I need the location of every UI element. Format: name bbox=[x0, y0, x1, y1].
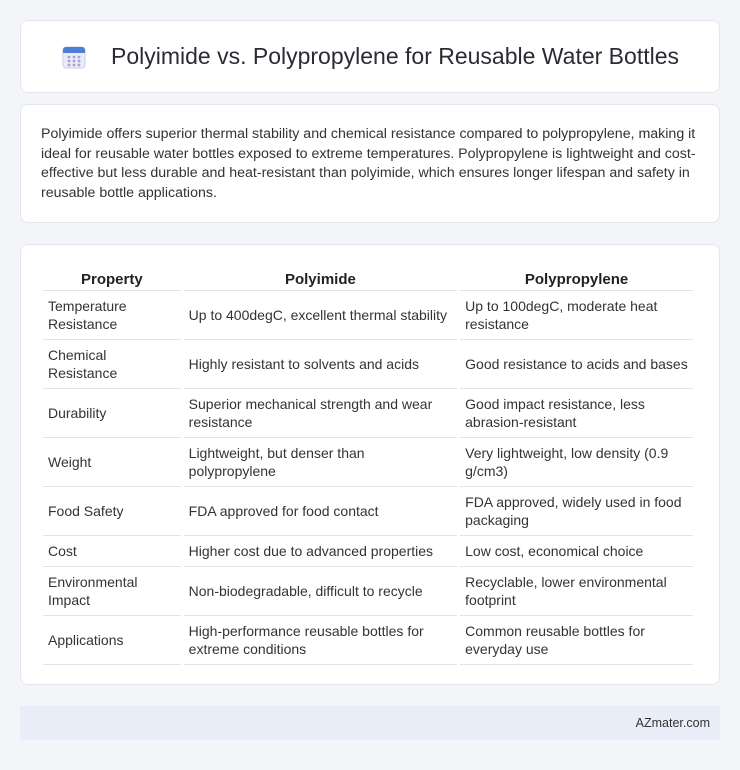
polyimide-cell: FDA approved for food contact bbox=[184, 487, 457, 536]
intro-card bbox=[20, 104, 720, 223]
polypropylene-cell: Very lightweight, low density (0.9 g/cm3) bbox=[460, 438, 693, 487]
property-cell: Chemical Resistance bbox=[43, 340, 181, 389]
header-property: Property bbox=[43, 265, 181, 291]
polypropylene-cell: Good impact resistance, less abrasion-resistant bbox=[460, 389, 693, 438]
polyimide-cell: High-performance reusable bottles for extreme conditions bbox=[184, 616, 457, 665]
property-cell: Cost bbox=[43, 536, 181, 567]
property-cell: Environmental Impact bbox=[43, 567, 181, 616]
table-row bbox=[43, 438, 693, 487]
header-polypropylene: Polypropylene bbox=[460, 265, 693, 291]
polypropylene-cell: Good resistance to acids and bases bbox=[460, 340, 693, 389]
polypropylene-cell: Common reusable bottles for everyday use bbox=[460, 616, 693, 665]
calendar-icon bbox=[61, 44, 87, 70]
property-cell: Durability bbox=[43, 389, 181, 438]
page-title: Polyimide vs. Polypropylene for Reusable Water Bottles bbox=[110, 43, 679, 69]
table-row bbox=[43, 389, 693, 438]
property-cell: Food Safety bbox=[43, 487, 181, 536]
table-row bbox=[43, 487, 693, 536]
intro-text: Polyimide offers superior thermal stability and chemical resistance compared to polypropylene, making it ideal for reusable water bottles exposed to extreme temperatures. Polypropylene is lightweight and cost-effective but less durable and heat-resistant than polyimide, which ensures longer lifespan and safety in reusable bottle applications. bbox=[41, 126, 696, 201]
polyimide-cell: Higher cost due to advanced properties bbox=[184, 536, 457, 567]
polyimide-cell: Up to 400degC, excellent thermal stability bbox=[184, 291, 457, 340]
comparison-table bbox=[40, 265, 696, 665]
polyimide-cell: Superior mechanical strength and wear resistance bbox=[184, 389, 457, 438]
title-card bbox=[20, 20, 720, 93]
property-cell: Applications bbox=[43, 616, 181, 665]
property-cell: Weight bbox=[43, 438, 181, 487]
polypropylene-cell: Up to 100degC, moderate heat resistance bbox=[460, 291, 693, 340]
polypropylene-cell: Recyclable, lower environmental footprint bbox=[460, 567, 693, 616]
property-cell: Temperature Resistance bbox=[43, 291, 181, 340]
table-row bbox=[43, 291, 693, 340]
table-row bbox=[43, 616, 693, 665]
header-polyimide: Polyimide bbox=[184, 265, 457, 291]
table-header-row bbox=[43, 265, 693, 291]
polyimide-cell: Lightweight, but denser than polypropylene bbox=[184, 438, 457, 487]
footer-bar bbox=[20, 706, 720, 740]
polyimide-cell: Highly resistant to solvents and acids bbox=[184, 340, 457, 389]
table-row bbox=[43, 567, 693, 616]
table-row bbox=[43, 536, 693, 567]
polyimide-cell: Non-biodegradable, difficult to recycle bbox=[184, 567, 457, 616]
footer-brand[interactable]: AZmater.com bbox=[635, 716, 710, 730]
comparison-card bbox=[20, 244, 720, 685]
table-row bbox=[43, 340, 693, 389]
polypropylene-cell: Low cost, economical choice bbox=[460, 536, 693, 567]
polypropylene-cell: FDA approved, widely used in food packaging bbox=[460, 487, 693, 536]
